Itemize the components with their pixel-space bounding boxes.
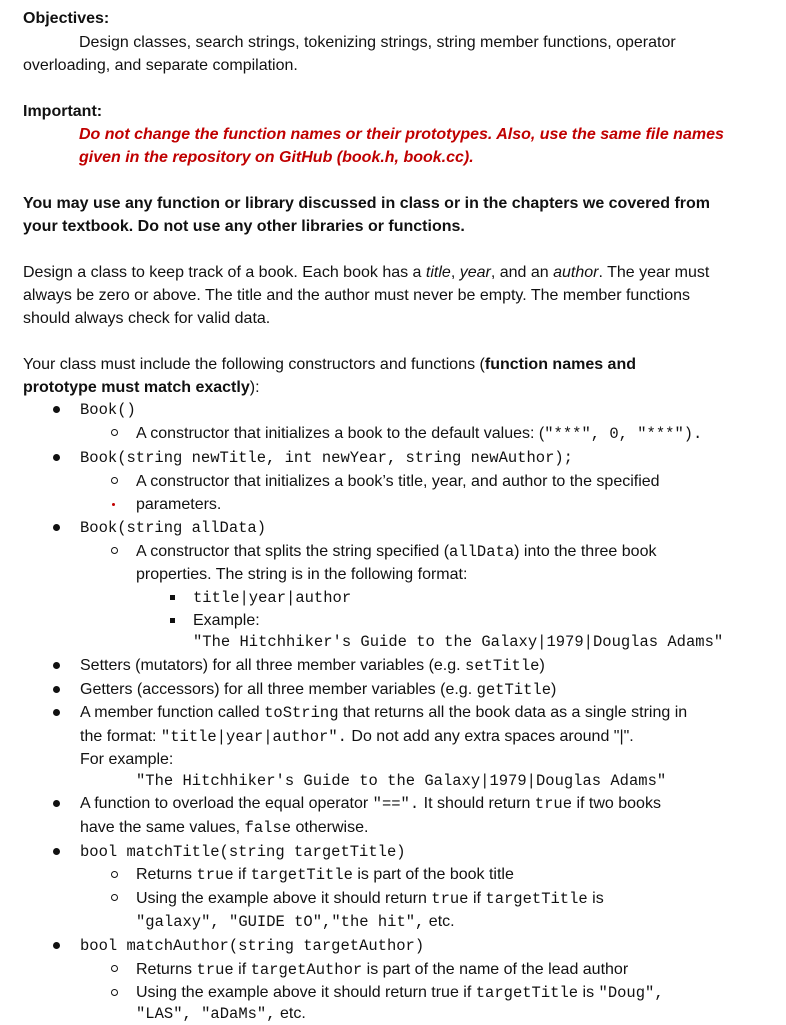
match-author-desc-3: "LAS", "aDaMs", etc. <box>136 1005 306 1023</box>
bullet-dot <box>53 800 60 807</box>
sub-bullet-circle <box>111 429 118 436</box>
requirements-line-1: Your class must include the following constructors and functions (function names and <box>23 356 636 373</box>
bullet-dot <box>53 686 60 693</box>
objectives-heading: Objectives: <box>23 10 110 27</box>
usage-line-1: You may use any function or library discussed in class or in the chapters we covered from <box>23 195 711 212</box>
format-code: title|year|author <box>193 589 352 607</box>
stray-mark <box>112 503 115 506</box>
match-title-desc-1: Returns true if targetTitle is part of the book title <box>136 866 514 884</box>
match-author-prototype: bool matchAuthor(string targetAuthor) <box>80 937 425 955</box>
for-example-label: For example: <box>80 751 174 768</box>
bullet-dot <box>53 662 60 669</box>
design-line-3: should always check for valid data. <box>23 310 271 327</box>
match-author-desc-2: Using the example above it should return true if targetTitle is "Doug", <box>136 984 664 1002</box>
book-default-prototype: Book() <box>80 401 136 419</box>
book-all-description-1: A constructor that splits the string specified (allData) into the three book <box>136 543 657 561</box>
book-full-description-2: parameters. <box>136 496 222 513</box>
book-default-description: A constructor that initializes a book to the default values: ("***", 0, "***"). <box>136 425 703 443</box>
design-line-1: Design a class to keep track of a book. Each book has a title, year, and an author. The year must <box>23 264 710 281</box>
getters-line: Getters (accessors) for all three member variables (e.g. getTitle) <box>80 681 557 699</box>
match-author-desc-1: Returns true if targetAuthor is part of the name of the lead author <box>136 961 629 979</box>
example-label: Example: <box>193 612 260 629</box>
important-heading: Important: <box>23 103 103 120</box>
sub-sub-bullet-square <box>170 618 175 623</box>
bullet-dot <box>53 942 60 949</box>
sub-bullet-circle <box>111 477 118 484</box>
book-full-description-1: A constructor that initializes a book’s title, year, and author to the specified <box>136 473 660 490</box>
book-full-prototype: Book(string newTitle, int newYear, string newAuthor); <box>80 449 573 467</box>
sub-bullet-circle <box>111 547 118 554</box>
match-title-desc-2: Using the example above it should return true if targetTitle is <box>136 890 604 908</box>
important-line-2: given in the repository on GitHub (book.h, book.cc). <box>79 149 474 166</box>
objectives-line-2: overloading, and separate compilation. <box>23 57 298 74</box>
example-code-2: "The Hitchhiker's Guide to the Galaxy|1979|Douglas Adams" <box>136 772 667 790</box>
book-all-prototype: Book(string allData) <box>80 519 267 537</box>
example-code: "The Hitchhiker's Guide to the Galaxy|1979|Douglas Adams" <box>193 633 724 651</box>
overload-line-1: A function to overload the equal operator "==". It should return true if two books <box>80 795 661 813</box>
tostring-line-1: A member function called toString that returns all the book data as a single string in <box>80 704 688 722</box>
sub-sub-bullet-square <box>170 595 175 600</box>
book-all-description-2: properties. The string is in the following format: <box>136 566 468 583</box>
tostring-line-2: the format: "title|year|author". Do not add any extra spaces around "|". <box>80 728 634 746</box>
usage-line-2: your textbook. Do not use any other libraries or functions. <box>23 218 465 235</box>
match-title-desc-3: "galaxy", "GUIDE tO","the hit", etc. <box>136 913 455 931</box>
bullet-dot <box>53 406 60 413</box>
match-title-prototype: bool matchTitle(string targetTitle) <box>80 843 406 861</box>
sub-bullet-circle <box>111 989 118 996</box>
sub-bullet-circle <box>111 894 118 901</box>
design-line-2: always be zero or above. The title and the author must never be empty. The member functions <box>23 287 691 304</box>
requirements-line-2: prototype must match exactly): <box>23 379 260 396</box>
objectives-line-1: Design classes, search strings, tokenizing strings, string member functions, operator <box>79 34 676 51</box>
bullet-dot <box>53 454 60 461</box>
bullet-dot <box>53 709 60 716</box>
important-line-1: Do not change the function names or their prototypes. Also, use the same file names <box>79 126 724 143</box>
sub-bullet-circle <box>111 871 118 878</box>
bullet-dot <box>53 848 60 855</box>
setters-line: Setters (mutators) for all three member variables (e.g. setTitle) <box>80 657 545 675</box>
sub-bullet-circle <box>111 965 118 972</box>
overload-line-2: have the same values, false otherwise. <box>80 819 369 837</box>
bullet-dot <box>53 524 60 531</box>
